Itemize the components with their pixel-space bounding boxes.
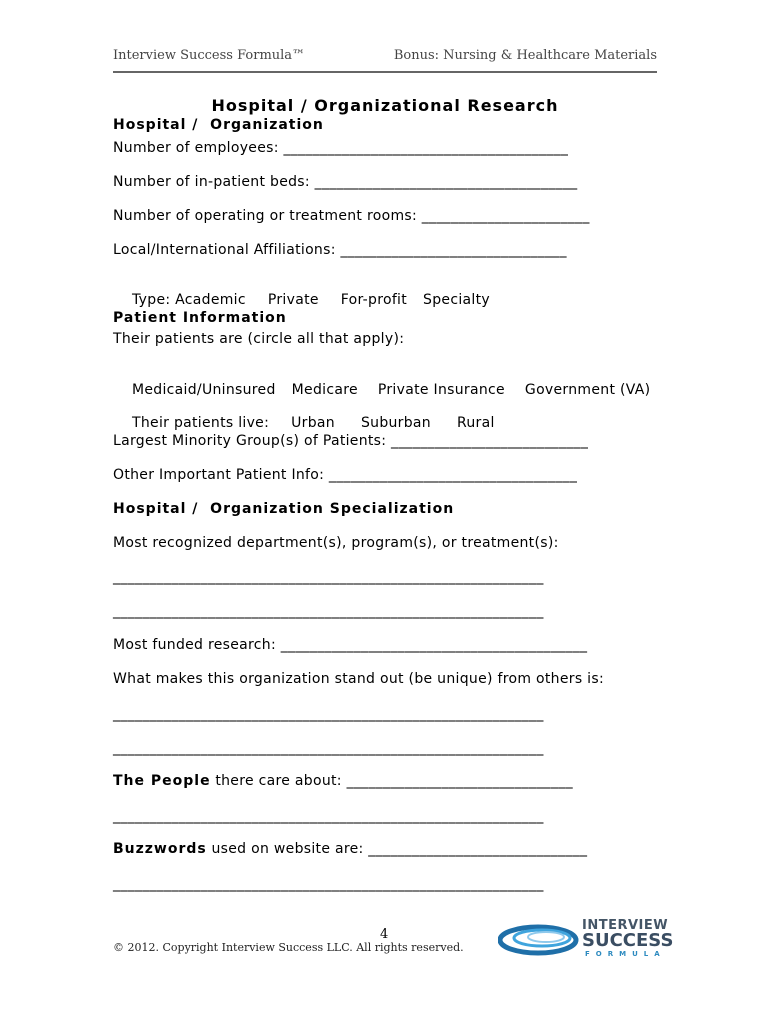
type-option-for-profit: For-profit bbox=[340, 292, 408, 308]
blank-line: ___________________________________________________________ bbox=[113, 876, 544, 892]
standout-prompt: What makes this organization stand out (be unique) from others is: bbox=[113, 671, 604, 687]
blank-line: ___________________________________________________________ bbox=[113, 569, 544, 585]
blank-line: ___________________________________________________________ bbox=[113, 740, 544, 756]
buzzwords-rest: used on website are: ______________________________ bbox=[206, 841, 588, 857]
section-heading-organization: Hospital / Organization bbox=[113, 117, 324, 133]
people-bold: The People bbox=[113, 773, 211, 789]
blank-line: ___________________________________________________________ bbox=[113, 706, 544, 722]
blank-line: ___________________________________________________________ bbox=[113, 603, 544, 619]
header-right: Bonus: Nursing & Healthcare Materials bbox=[393, 48, 657, 63]
swoosh-logo-icon bbox=[498, 918, 582, 960]
buzzwords-bold: Buzzwords bbox=[113, 841, 207, 857]
page-number: 4 bbox=[380, 927, 389, 942]
people-field bbox=[113, 773, 573, 789]
affiliations-field: Local/International Affiliations: _______________________________ bbox=[113, 242, 567, 258]
section-heading-specialization: Hospital / Organization Specialization bbox=[113, 501, 455, 517]
type-option-private: Private bbox=[267, 292, 319, 308]
page-title: Hospital / Organizational Research bbox=[211, 96, 559, 115]
employees-field: Number of employees: _______________________________________ bbox=[113, 140, 569, 156]
recognized-prompt: Most recognized department(s), program(s), or treatment(s): bbox=[113, 535, 559, 551]
rooms-field: Number of operating or treatment rooms: _______________________ bbox=[113, 208, 590, 224]
other-patient-info-field: Other Important Patient Info: __________________________________ bbox=[113, 467, 578, 483]
people-rest: there care about: _______________________________ bbox=[210, 773, 573, 789]
insurance-option-medicare: Medicare bbox=[291, 382, 358, 398]
logo-line-2: SUCCESS bbox=[582, 930, 674, 951]
live-option-rural: Rural bbox=[456, 415, 495, 431]
insurance-option-private: Private Insurance bbox=[377, 382, 505, 398]
patients-intro: Their patients are (circle all that apply): bbox=[113, 331, 405, 347]
type-option-specialty: Specialty bbox=[423, 292, 490, 308]
type-label: Type: Academic bbox=[132, 292, 246, 308]
logo-line-3: FORMULA bbox=[585, 950, 666, 958]
blank-line: ___________________________________________________________ bbox=[113, 808, 544, 824]
buzzwords-field bbox=[113, 841, 587, 857]
header-left: Interview Success Formula™ bbox=[113, 48, 306, 63]
section-heading-patient-information: Patient Information bbox=[113, 310, 287, 326]
live-option-urban: Urban bbox=[291, 415, 335, 431]
insurance-option-government: Government (VA) bbox=[524, 382, 651, 398]
live-label: Their patients live: bbox=[132, 415, 270, 431]
logo-line-1: INTERVIEW bbox=[582, 918, 669, 933]
live-option-suburban: Suburban bbox=[360, 415, 431, 431]
insurance-option-medicaid: Medicaid/Uninsured bbox=[132, 382, 276, 398]
header-rule bbox=[113, 71, 657, 73]
copyright-notice: © 2012. Copyright Interview Success LLC. All rights reserved. bbox=[113, 941, 464, 954]
minority-field: Largest Minority Group(s) of Patients: ___________________________ bbox=[113, 433, 589, 449]
company-logo bbox=[498, 918, 673, 960]
funded-research-field: Most funded research: __________________________________________ bbox=[113, 637, 588, 653]
beds-field: Number of in-patient beds: ____________________________________ bbox=[113, 174, 578, 190]
